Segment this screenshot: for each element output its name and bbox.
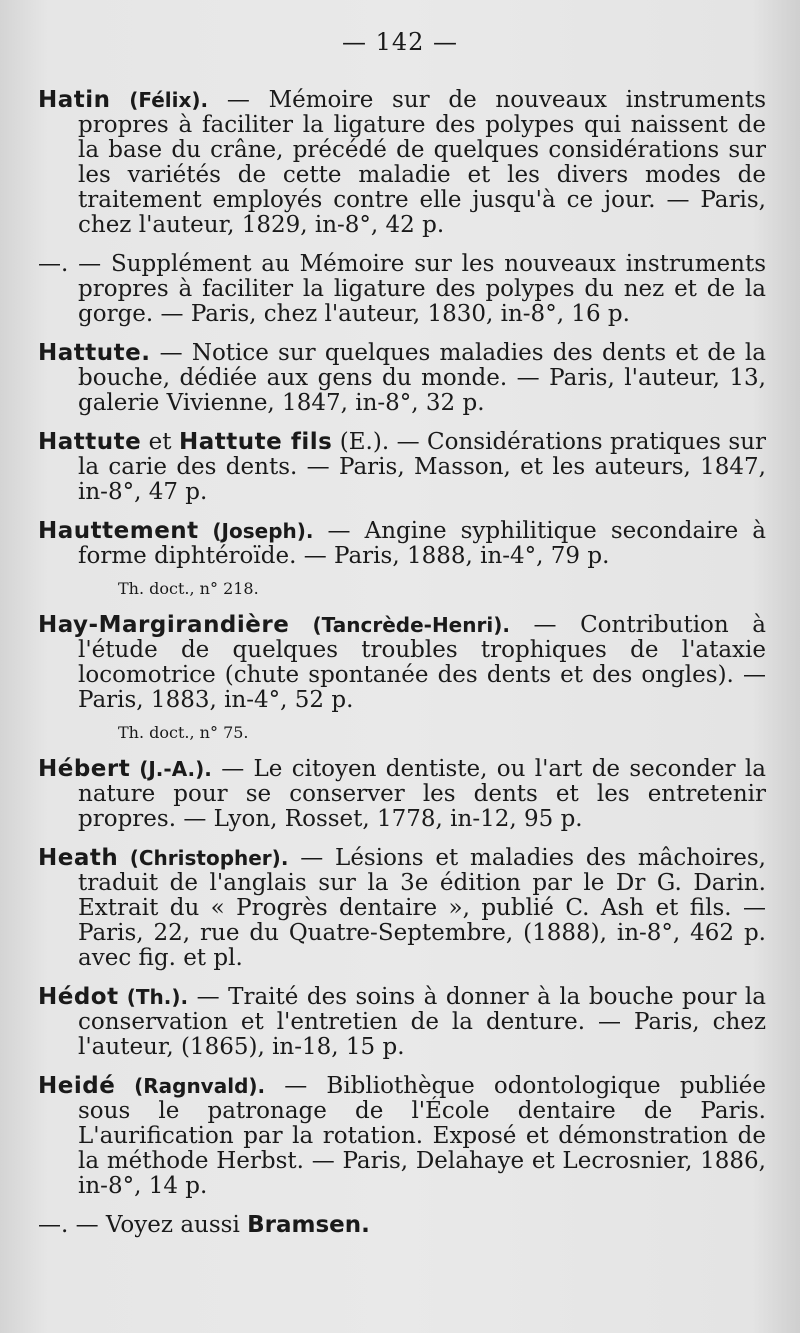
bibliography-entry [38, 985, 766, 1060]
page-number: — 142 — [341, 28, 459, 56]
thesis-note: Th. doct., n° 218. [118, 579, 259, 598]
entry-author: —. [38, 251, 69, 277]
bibliography-entry [38, 1213, 766, 1238]
bibliography-entry [38, 757, 766, 832]
bibliography-list [38, 88, 766, 1252]
entry-author: —. [38, 1212, 69, 1238]
bibliography-entry [38, 430, 766, 505]
entry-text: — Lésions et maladies des mâchoires, traduit de l'anglais sur la 3e édition par le Dr G. Darin. Extrait du « Progrès dentaire », publié C. Ash et fils. — Paris, 22, rue du Quatre-Septembre, (1888), in-8°, 462 p. avec fig. et pl. [78, 845, 766, 971]
entry-given-name: (Ragnvald). [115, 1074, 266, 1098]
entry-given-name: (Christopher). [118, 846, 289, 870]
entry-text: — Notice sur quelques maladies des dents et de la bouche, dédiée aux gens du monde. — Paris, l'auteur, 13, galerie Vivienne, 1847, in-8°, 32 p. [78, 340, 766, 416]
entry-text: — Supplément au Mémoire sur les nouveaux instruments propres à faciliter la ligature des polypes du nez et de la gorge. — Paris, chez l'auteur, 1830, in-8°, 16 p. [68, 251, 766, 327]
entry-given-name: (E.). [332, 429, 390, 455]
entry-given-name: (J.-A.). [130, 757, 212, 781]
entry-author: Heath [38, 845, 119, 871]
entry-text: — Considérations pratiques sur la carie des dents. — Paris, Masson, et les auteurs, 1847, in-8°, 47 p. [78, 429, 767, 505]
bibliography-entry [38, 341, 766, 416]
entry-given-name: (Th.). [118, 985, 189, 1009]
entry-text: — Le citoyen dentiste, ou l'art de seconder la nature pour se conserver les dents et les entretenir propres. — Lyon, Rosset, 1778, in-12, 95 p. [78, 756, 766, 832]
bibliography-entry [38, 613, 766, 743]
entry-text: — Voyez aussi [68, 1212, 248, 1238]
entry-given-name: (Joseph). [198, 519, 314, 543]
entry-given-name: (Tancrède-Henri). [289, 613, 510, 637]
see-also-reference: Bramsen. [247, 1212, 370, 1238]
entry-text: — Bibliothèque odontologique publiée sous le patronage de l'École dentaire de Paris. L'aurification par la rotation. Exposé et démonstration de la méthode Herbst. — Paris, Delahaye et Lecrosnier, 1886, in-8°, 14 p. [78, 1073, 767, 1199]
entry-given-name: (Félix). [129, 88, 209, 112]
entry-connector: et [141, 429, 179, 455]
entry-coauthor: Hattute fils [178, 429, 333, 455]
entry-author: Heidé [38, 1073, 116, 1099]
bibliography-entry [38, 252, 766, 327]
entry-author: Hatin [38, 87, 111, 113]
bibliography-entry [38, 88, 766, 238]
bibliography-entry [38, 846, 766, 971]
entry-author: Hédot [38, 984, 119, 1010]
entry-text: — Mémoire sur de nouveaux instruments propres à faciliter la ligature des polypes qui naissent de la base du crâne, précédé de quelques considérations sur les variétés de cette maladie et les divers modes de traitement employés contre elle jusqu'à ce jour. — Paris, chez l'auteur, 1829, in-8°, 42 p. [78, 87, 767, 238]
entry-author: Hauttement [38, 518, 199, 544]
entry-text: — Traité des soins à donner à la bouche pour la conservation et l'entretien de la denture. — Paris, chez l'auteur, (1865), in-18, 15 p. [78, 984, 767, 1060]
entry-author: Hattute [38, 429, 142, 455]
entry-text: — Contribution à l'étude de quelques troubles trophiques de l'ataxie locomotrice (chute spontanée des dents et des ongles). — Paris, 1883, in-4°, 52 p. [78, 612, 766, 713]
entry-author: Hébert [38, 756, 131, 782]
bibliography-entry [38, 1074, 766, 1199]
entry-author: Hay-Margirandière [38, 612, 290, 638]
thesis-note: Th. doct., n° 75. [118, 723, 249, 742]
bibliography-entry [38, 519, 766, 599]
entry-author: Hattute. [38, 340, 151, 366]
entry-text: — Angine syphilitique secondaire à forme diphtéroïde. — Paris, 1888, in-4°, 79 p. [78, 518, 766, 569]
